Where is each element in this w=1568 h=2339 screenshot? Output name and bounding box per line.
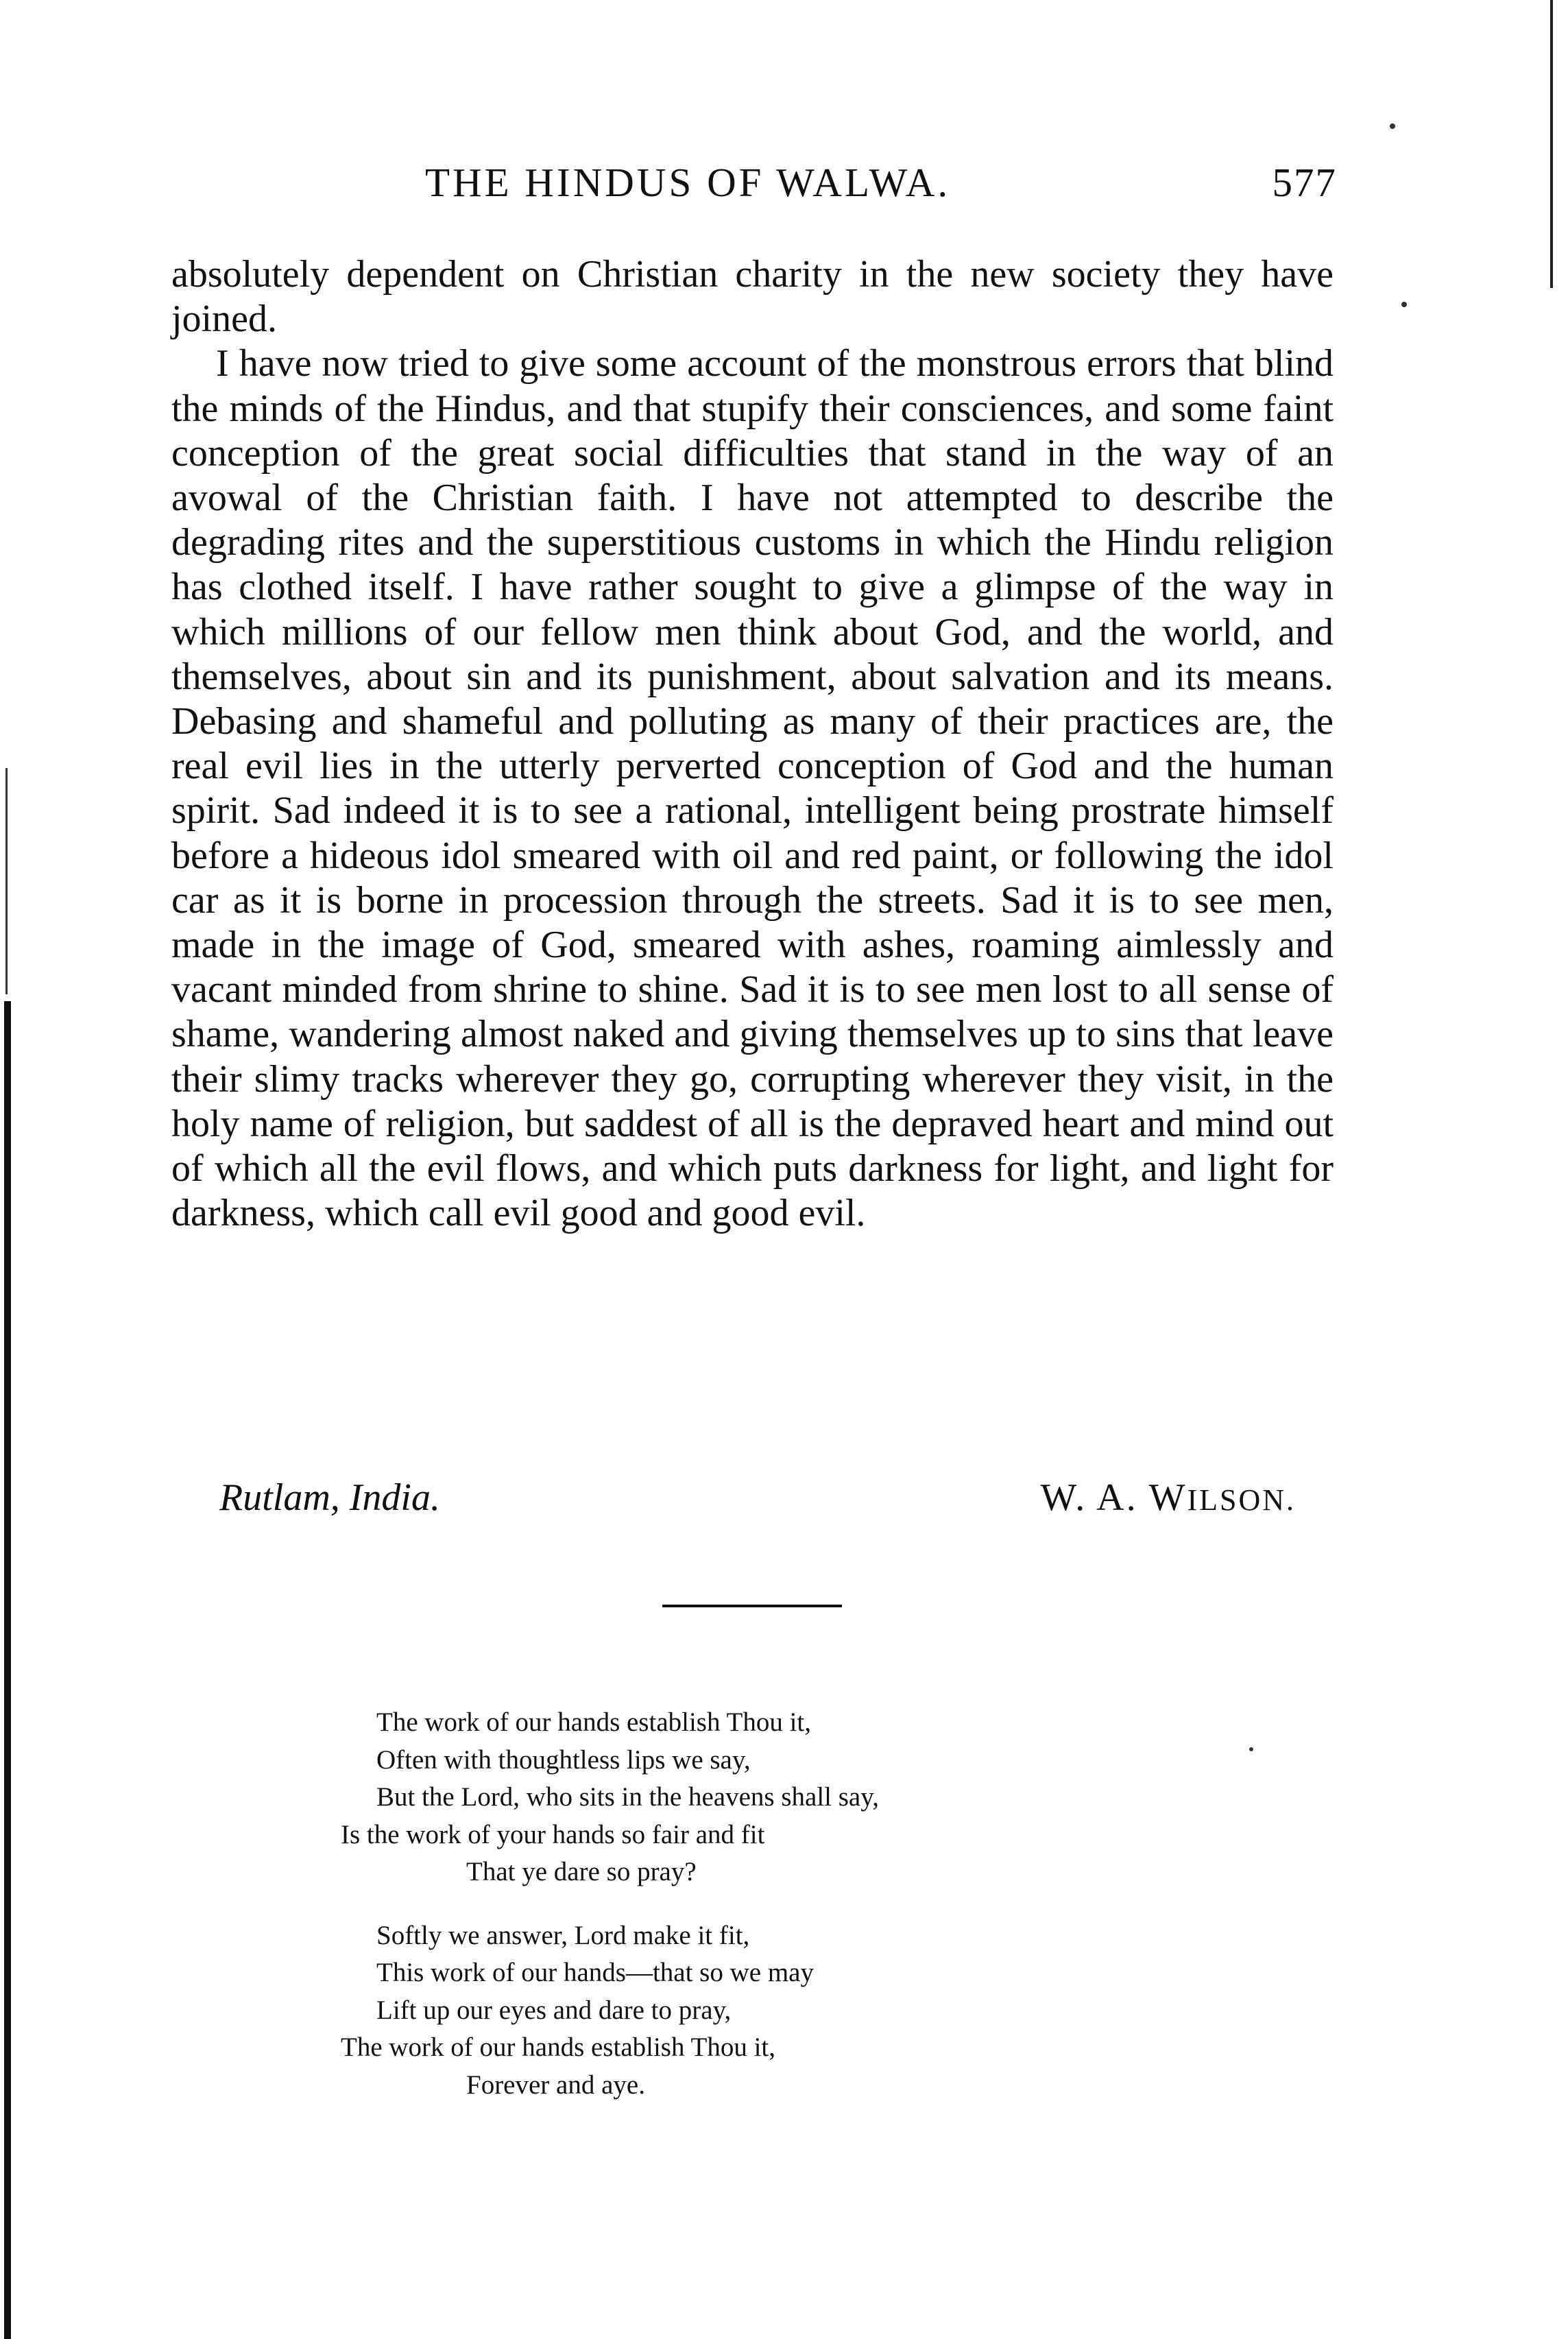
poem-line: Often with thoughtless lips we say, bbox=[376, 1744, 751, 1775]
poem-line: Is the work of your hands so fair and fit bbox=[341, 1819, 765, 1849]
page-number: 577 bbox=[1272, 160, 1337, 205]
paragraph: I have now tried to give some account of the monstrous errors that blind the minds of the Hindus, and that stupify their consciences, and some faint conception of the great social difficulties that stand in the way of an avowal of the Christian faith. I have not attempted to describe the degrading rites and the superstitious customs in which the Hindu religion has clothed itself. I have rather sought to give a glimpse of the way in which millions of our fellow men think about God, and the world, and themselves, about sin and its punishment, about salvation and its means. Debasing and shameful and polluting as many of their practices are, the real evil lies in the utterly perverted conception of God and the human spirit. Sad indeed it is to see a rational, intelligent being prostrate himself before a hideous idol smeared with oil and red paint, or following the idol car as it is borne in procession through the streets. Sad it is to see men, made in the image of God, smeared with ashes, roaming aimlessly and vacant minded from shrine to shine. Sad it is to see men lost to all sense of shame, wandering almost naked and giving themselves up to sins that leave their slimy tracks wherever they go, corrupting wherever they visit, in the holy name of religion, but saddest of all is the depraved heart and mind out of which all the evil flows, and which puts darkness for light, and light for darkness, which call evil good and good evil. bbox=[171, 342, 1334, 1235]
running-title: THE HINDUS OF WALWA. bbox=[425, 160, 951, 205]
signature-author bbox=[1041, 1476, 1296, 1520]
poem-line: Softly we answer, Lord make it fit, bbox=[376, 1920, 750, 1950]
poem-line: But the Lord, who sits in the heavens shall say, bbox=[376, 1782, 879, 1812]
scan-edge-shadow bbox=[4, 1001, 11, 2339]
scan-speck bbox=[1390, 123, 1395, 129]
poem-stanza bbox=[341, 1704, 1232, 1891]
scan-speck bbox=[1401, 302, 1407, 307]
scan-edge-mark bbox=[5, 768, 8, 994]
poem-line: The work of our hands establish Thou it, bbox=[341, 2032, 776, 2062]
signature-line bbox=[219, 1476, 1296, 1524]
poem-line: That ye dare so pray? bbox=[466, 1857, 697, 1886]
scan-speck bbox=[1249, 1747, 1253, 1751]
poem-line: This work of our hands—that so we may bbox=[376, 1958, 814, 1987]
author-surname-smallcaps: ILSON. bbox=[1187, 1483, 1296, 1517]
author-initials: W. A. W bbox=[1040, 1476, 1187, 1519]
running-head bbox=[171, 159, 1337, 207]
poem-line: Lift up our eyes and dare to pray, bbox=[376, 1995, 732, 2025]
poem-line: The work of our hands establish Thou it, bbox=[376, 1707, 812, 1737]
scan-edge-mark-right bbox=[1550, 0, 1553, 288]
paragraph: absolutely dependent on Christian charity in the new society they have joined. bbox=[171, 253, 1334, 341]
poem-line: Forever and aye. bbox=[466, 2070, 645, 2100]
article-body bbox=[171, 252, 1334, 1236]
poem bbox=[341, 1704, 1232, 2104]
section-divider bbox=[662, 1605, 842, 1607]
signature-place: Rutlam, India. bbox=[219, 1476, 440, 1519]
poem-stanza bbox=[341, 1917, 1232, 2104]
